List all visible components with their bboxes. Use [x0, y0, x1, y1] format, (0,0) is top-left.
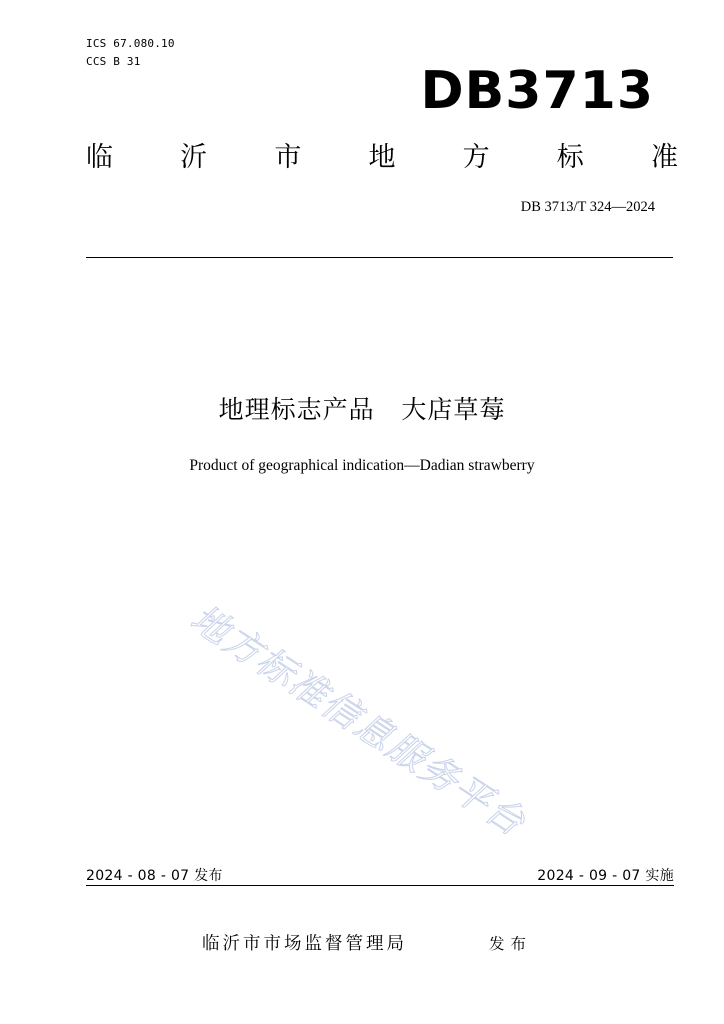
- title-chinese: 地理标志产品 大店草莓: [218, 395, 506, 424]
- implementation-date: 2024 - 09 - 07 实施: [537, 868, 674, 884]
- ccs-code: CCS B 31: [86, 55, 141, 68]
- issue-date: 2024 - 08 - 07 发布: [86, 868, 223, 884]
- publish-label: 发布: [489, 935, 533, 953]
- issuing-authority: 临沂市市场监督管理局: [202, 934, 407, 954]
- issuer-heading: [86, 140, 678, 180]
- issuer-char: 准: [650, 142, 678, 173]
- title-english: Product of geographical indication—Dadian strawberry: [189, 457, 535, 474]
- issuer-char: 沂: [180, 142, 208, 173]
- issuer-char: 临: [86, 142, 113, 173]
- issuer-char: 市: [274, 142, 302, 173]
- top-divider: [86, 257, 673, 258]
- bottom-divider: [86, 885, 674, 886]
- standard-number: DB 3713/T 324—2024: [520, 199, 655, 215]
- issuer-char: 方: [462, 142, 490, 173]
- ics-code: ICS 67.080.10: [86, 37, 175, 50]
- watermark-text: 地方标准信息服务平台: [183, 596, 534, 845]
- issuer-char: 地: [368, 142, 396, 173]
- issuer-char: 标: [556, 142, 584, 173]
- db-code-logo: DB3713: [420, 61, 654, 121]
